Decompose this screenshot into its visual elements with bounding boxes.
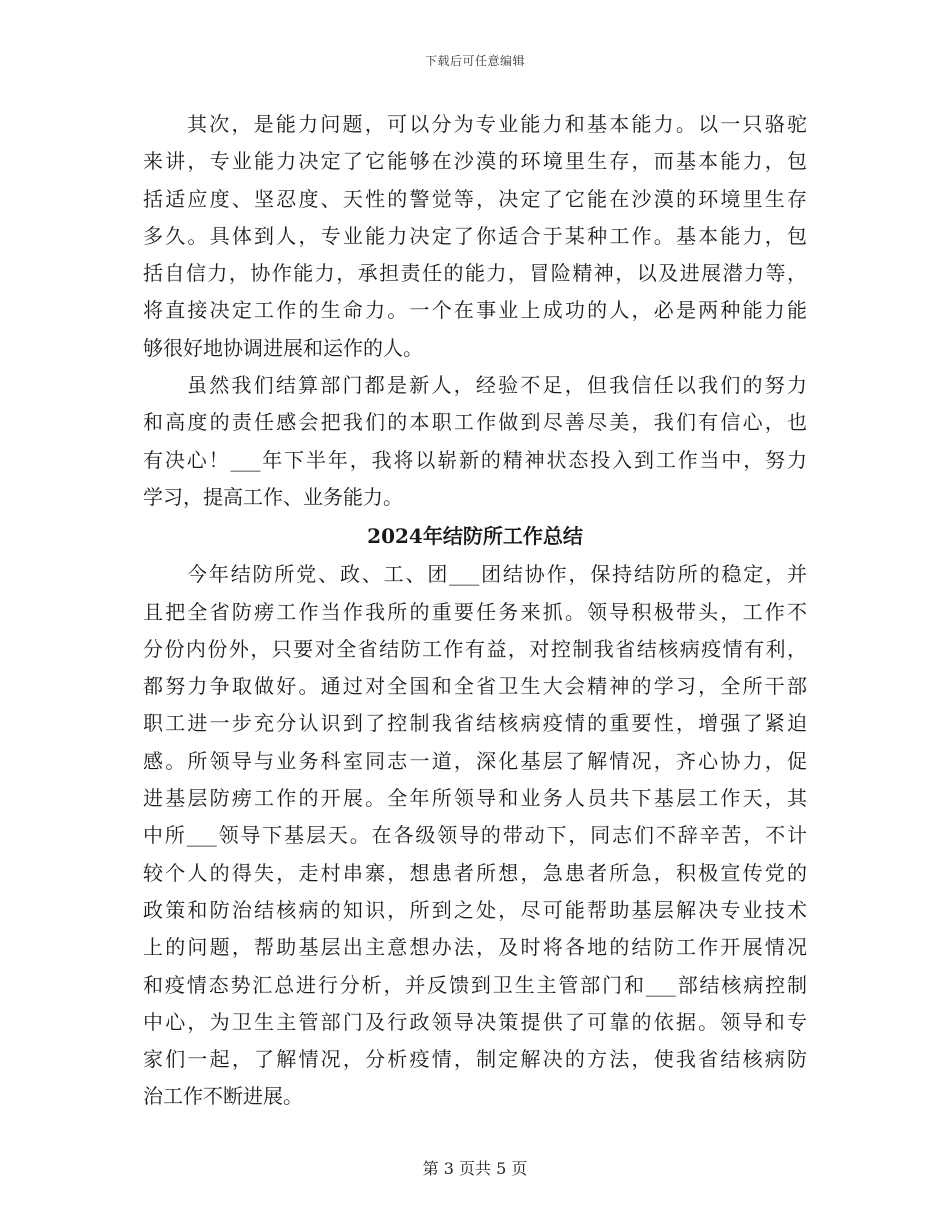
paragraph-confidence: [143, 367, 807, 516]
paragraph-line: 学习，提高工作、业务能力。: [143, 484, 403, 509]
paragraph-line: 和高度的责任感会把我们的本职工作做到尽善尽美，我们有信心，也: [143, 410, 807, 435]
paragraph-line: 治工作不断进展。: [143, 1084, 303, 1109]
paragraph-summary: [143, 556, 807, 1115]
paragraph-line: 且把全省防痨工作当作我所的重要任务来抓。领导积极带头，工作不: [143, 599, 807, 624]
paragraph-line: 家们一起，了解情况，分析疫情，制定解决的方法，使我省结核病防: [143, 1047, 807, 1072]
paragraph-line: 职工进一步充分认识到了控制我省结核病疫情的重要性，增强了紧迫: [143, 711, 807, 736]
paragraph-line: 来讲，专业能力决定了它能够在沙漠的环境里生存，而基本能力，包: [143, 149, 807, 174]
paragraph-line: 感。所领导与业务科室同志一道，深化基层了解情况，齐心协力，促: [143, 748, 807, 773]
paragraph-line: 较个人的得失，走村串寨，想患者所想，急患者所急，积极宣传党的: [143, 860, 807, 885]
paragraph-line: 今年结防所党、政、工、团___团结协作，保持结防所的稳定，并: [187, 562, 807, 587]
paragraph-line: 虽然我们结算部门都是新人，经验不足，但我信任以我们的努力: [187, 373, 807, 398]
paragraph-line: 上的问题，帮助基层出主意想办法，及时将各地的结防工作开展情况: [143, 935, 807, 960]
paragraph-line: 都努力争取做好。通过对全国和全省卫生大会精神的学习，全所干部: [143, 674, 807, 699]
paragraph-line: 中心，为卫生主管部门及行政领导决策提供了可靠的依据。领导和专: [143, 1009, 807, 1034]
document-body: [143, 106, 807, 1116]
paragraph-line: 括自信力，协作能力，承担责任的能力，冒险精神，以及进展潜力等，: [143, 261, 807, 286]
paragraph-line: 中所___领导下基层天。在各级领导的带动下，同志们不辞辛苦，不计: [143, 823, 807, 848]
section-title: 2024年结防所工作总结: [367, 524, 583, 549]
paragraph-line: 进基层防痨工作的开展。全年所领导和业务人员共下基层工作天，其: [143, 786, 807, 811]
paragraph-line: 有决心！___年下半年，我将以崭新的精神状态投入到工作当中，努力: [143, 447, 807, 472]
paragraph-line: 其次，是能力问题，可以分为专业能力和基本能力。以一只骆驼: [187, 112, 807, 136]
paragraph-line: 括适应度、坚忍度、天性的警觉等，决定了它能在沙漠的环境里生存: [143, 186, 807, 211]
paragraph-line: 分份内份外，只要对全省结防工作有益，对控制我省结核病疫情有利，: [143, 636, 807, 661]
page-number: 第 3 页共 5 页: [422, 1159, 528, 1178]
paragraph-line: 和疫情态势汇总进行分析，并反馈到卫生主管部门和___部结核病控制: [143, 972, 807, 997]
paragraph-line: 将直接决定工作的生命力。一个在事业上成功的人，必是两种能力能: [143, 298, 807, 323]
paragraph-ability: [143, 106, 807, 367]
paragraph-line: 够很好地协调进展和运作的人。: [143, 335, 423, 360]
paragraph-line: 政策和防治结核病的知识，所到之处，尽可能帮助基层解决专业技术: [143, 897, 807, 922]
paragraph-line: 多久。具体到人，专业能力决定了你适合于某种工作。基本能力，包: [143, 223, 807, 248]
page-header: 下载后可任意编辑: [424, 54, 525, 68]
